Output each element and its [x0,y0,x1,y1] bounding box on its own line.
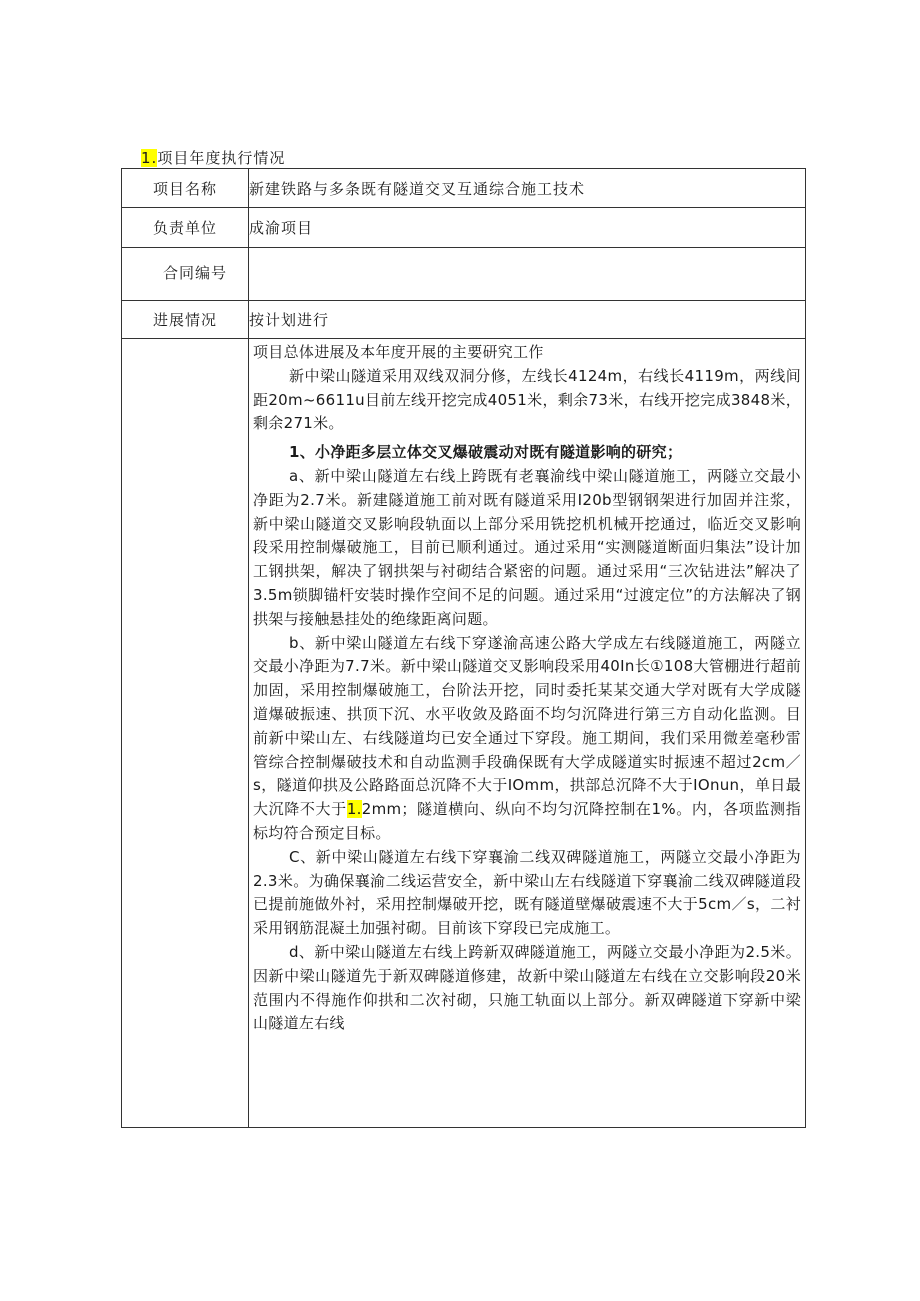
paragraph-b [253,632,801,846]
project-info-table [121,168,806,1128]
table-row [122,248,806,301]
progress-value: 按计划进行 [249,301,806,339]
contract-number-value [249,248,806,301]
paragraph-d: d、新中梁山隧道左右线上跨新双碑隧道施工，两隧立交最小净距为2.5米。因新中梁山隧道先于新双碑隧道修建，故新中梁山隧道左右线在立交影响段20米范围内不得施作仰拱和二次衬砌，只施工轨面以上部分。新双碑隧道下穿新中梁山隧道左右线 [253,942,801,1033]
paragraph-c: C、新中梁山隧道左右线下穿襄渝二线双碑隧道施工，两隧立交最小净距为2.3米。为确保襄渝二线运营安全，新中梁山左右线隧道下穿襄渝二线双碑隧道段已提前施做外衬，采用控制爆破开挖，既有隧道壁爆破震速不大于5cm／s，二衬采用钢筋混凝土加强衬砌。目前该下穿段已完成施工。 [253,847,801,938]
content-cell [249,339,806,1128]
paragraph-a: a、新中梁山隧道左右线上跨既有老襄渝线中梁山隧道施工，两隧立交最小净距为2.7米。新建隧道施工前对既有隧道采用I20b型钢钢架进行加固并注浆，新中梁山隧道交叉影响段轨面以上部分采用铣挖机机械开挖通过，临近交叉影响段采用控制爆破施工，目前已顺利通过。通过采用“实测隧道断面归集法”设计加工钢拱架，解决了钢拱架与衬砌结合紧密的问题。通过采用“三次钻进法”解决了3.5m锁脚锚杆安装时操作空间不足的问题。通过采用“过渡定位”的方法解决了钢拱架与接触悬挂处的绝缘距离问题。 [253,466,801,628]
section-title-text: 项目年度执行情况 [157,149,286,167]
project-name-value: 新建铁路与多条既有隧道交叉互通综合施工技术 [249,169,806,208]
responsible-unit-label: 负责单位 [122,208,249,248]
project-name-label: 项目名称 [122,169,249,208]
table-row [122,169,806,208]
intro-paragraph: 新中梁山隧道采用双线双洞分修，左线长4124m，右线长4119m，两线间距20m~6611u目前左线开挖完成4051米，剩余73米，右线开挖完成3848米，剩余271米。 [253,366,801,433]
section-title [141,147,285,168]
table-row [122,339,806,1128]
paragraph-b-text: b、新中梁山隧道左右线下穿遂渝高速公路大学成左右线隧道施工，两隧立交最小净距为7.7米。新中梁山隧道交叉影响段采用40In长①108大管棚进行超前加固，采用控制爆破施工，台阶法开挖，同时委托某某交通大学对既有大学成隧道爆破振速、拱顶下沉、水平收敛及路面不均匀沉降进行第三方自动化监测。目前新中梁山左、右线隧道均已安全通过下穿段。施工期间，我们采用微差毫秒雷管综合控制爆破技术和自动监测手段确保既有大学成隧道实时振速不超过2cm／s，隧道仰拱及公路路面总沉降不大于IOmm，拱部总沉降不大于IOnun，单日最大沉降不大于 [253,633,801,819]
section-number: 1. [141,149,158,167]
table-row [122,208,806,248]
content-body [249,339,805,1036]
contract-number-label: 合同编号 [162,264,227,282]
empty-label-cell [122,339,249,1128]
paragraph-b-text-end: 2mm；隧道横向、纵向不均匀沉降控制在1%。内，各项监测指标均符合预定目标。 [253,800,801,842]
highlighted-text: 1. [346,800,362,819]
responsible-unit-value: 成渝项目 [249,208,806,248]
progress-label: 进展情况 [122,301,249,339]
research-heading: 1、小净距多层立体交叉爆破震动对既有隧道影响的研究； [289,443,683,462]
intro-title: 项目总体进展及本年度开展的主要研究工作 [253,343,544,361]
table-row [122,301,806,339]
